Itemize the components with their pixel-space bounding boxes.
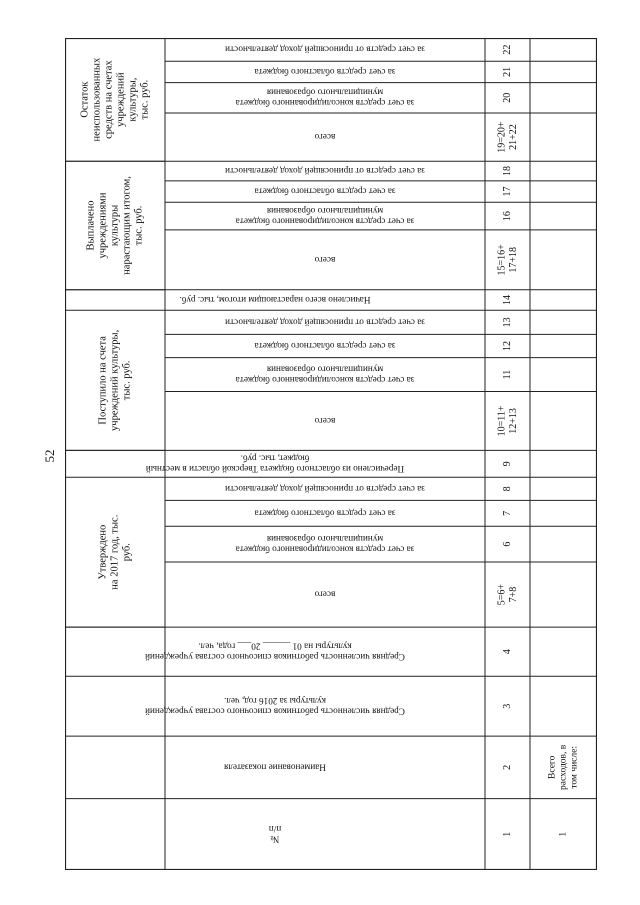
column-header-16-line: за счет средств консолидированного бюджета: [235, 216, 415, 227]
column-header-2-line: Наименование показателя: [224, 762, 326, 773]
group-header-paid-line: тыс. руб.: [133, 205, 145, 246]
column-header-9: [146, 454, 404, 475]
column-header-6-line: муниципального образования: [266, 533, 384, 544]
group-header-remainder-line: тыс. руб.: [139, 79, 151, 120]
column-header-17: [255, 187, 396, 197]
column-number-2: [502, 765, 513, 770]
group-header-received-line: учреждений культуры,: [109, 329, 121, 431]
column-header-8-line: за счет средств от приносящей доход деятельности: [225, 483, 425, 494]
column-number-7: [502, 511, 513, 516]
column-header-10=11+12+13: [314, 416, 335, 426]
column-header-13-line: за счет средств от приносящей доход деятельности: [225, 317, 425, 328]
column-number-15: [496, 244, 519, 276]
column-header-18-line: за счет средств от приносящей доход деятельности: [225, 166, 425, 177]
column-number-13-line: 13: [502, 317, 513, 328]
report-table-grid: [65, 38, 597, 870]
group-header-approved-line: руб.: [121, 543, 133, 562]
column-number-5-line: 5=6+: [496, 583, 508, 606]
column-number-11: [502, 370, 513, 380]
column-header-1: [269, 824, 281, 845]
column-header-3: [145, 696, 405, 717]
column-number-10-line: 12+13: [507, 408, 519, 434]
row-value-2-line: том числе:: [569, 746, 580, 789]
column-header-20-line: за счет средств консолидированного бюджета: [235, 98, 415, 109]
column-header-19=20+21+22: [314, 132, 335, 142]
column-number-17: [502, 187, 513, 197]
column-header-1-line: №: [270, 834, 280, 845]
row-value-1: [559, 832, 569, 837]
column-header-3-line: Средняя численность работников списочного состава учреждений: [145, 706, 405, 717]
column-header-7-line: за счет средств областного бюджета: [254, 508, 396, 519]
column-number-6: [502, 542, 513, 547]
column-header-1-line: п/п: [268, 824, 282, 835]
group-header-approved: [97, 515, 132, 590]
column-number-6-line: 6: [502, 541, 513, 547]
page-number: 52: [42, 449, 57, 463]
column-header-20: [236, 88, 415, 109]
column-number-11-line: 11: [502, 369, 513, 380]
group-header-remainder-line: культуры,: [127, 77, 139, 122]
group-header-approved-line: на 2017 год, тыс.: [109, 514, 121, 590]
column-number-21-line: 21: [502, 66, 513, 77]
column-number-20-line: 20: [502, 92, 513, 103]
column-number-19-line: 19=20+: [496, 121, 508, 153]
column-number-3-line: 3: [502, 703, 513, 709]
column-number-16-line: 16: [502, 211, 513, 222]
column-header-15=16+17+18: [314, 255, 335, 265]
column-number-10-line: 10=11+: [496, 405, 508, 437]
column-header-16-line: муниципального образования: [266, 205, 384, 216]
column-number-17-line: 17: [502, 186, 513, 197]
report-table: [65, 38, 597, 870]
column-number-18: [502, 166, 513, 176]
column-number-8-line: 8: [502, 486, 513, 492]
column-number-21: [502, 67, 513, 77]
column-header-11-line: за счет средств консолидированного бюджета: [235, 374, 415, 385]
column-header-21-line: за счет средств областного бюджета: [254, 66, 396, 77]
column-number-16: [502, 211, 513, 221]
column-number-22: [502, 45, 513, 55]
column-number-1-line: 1: [502, 831, 513, 837]
column-number-15-line: 17+18: [507, 247, 519, 273]
column-header-4-line: культуры на 01 ______ 20___ года, чел.: [198, 641, 352, 652]
row-value-2-line: расходов, в: [558, 744, 569, 790]
column-header-14: [180, 295, 371, 305]
column-number-4: [502, 649, 513, 654]
column-header-20-line: муниципального образования: [266, 87, 384, 98]
column-header-15=16+17+18-line: всего: [314, 254, 336, 265]
column-number-14: [502, 295, 513, 305]
column-number-18-line: 18: [502, 166, 513, 177]
column-number-1: [502, 832, 513, 837]
column-number-20: [502, 93, 513, 103]
group-header-remainder-line: средств на счетах: [103, 60, 115, 139]
column-number-8: [502, 486, 513, 491]
row-value-2-line: Всего: [547, 755, 558, 779]
group-header-remainder-line: Остаток: [79, 81, 91, 118]
column-number-13: [502, 317, 513, 327]
column-header-16: [236, 206, 415, 227]
column-number-5-line: 7+8: [507, 586, 519, 603]
column-number-12: [502, 341, 513, 351]
column-number-19-line: 21+22: [507, 124, 519, 150]
group-header-paid-line: нарастающим итогом,: [121, 176, 133, 275]
column-number-10: [496, 405, 519, 436]
column-header-4-line: Средняя численность работников списочного состава учреждений: [145, 652, 405, 663]
column-number-9-line: 9: [502, 461, 513, 467]
column-header-4: [145, 641, 405, 662]
column-number-4-line: 4: [502, 649, 513, 655]
column-number-14-line: 14: [502, 295, 513, 306]
column-number-22-line: 22: [502, 44, 513, 55]
group-header-received-line: тыс. руб.: [121, 360, 133, 401]
column-number-7-line: 7: [502, 510, 513, 516]
group-header-remainder-line: неиспользованных: [91, 57, 103, 142]
column-header-21: [255, 67, 396, 77]
group-header-received-line: Поступило на счета: [97, 336, 109, 425]
column-header-8: [225, 484, 425, 494]
group-header-remainder-line: учреждений: [115, 72, 127, 127]
group-header-received: [97, 330, 132, 431]
column-number-2-line: 2: [502, 764, 513, 770]
row-value-1-line: 1: [558, 831, 569, 837]
column-number-9: [502, 461, 513, 466]
column-header-2: [223, 762, 326, 772]
column-header-6-line: за счет средств консолидированного бюджета: [235, 544, 415, 555]
column-header-11: [236, 364, 415, 385]
column-header-17-line: за счет средств областного бюджета: [254, 186, 396, 197]
table-border: [66, 39, 597, 870]
row-value-2: [548, 744, 580, 790]
column-header-22: [225, 45, 425, 55]
column-header-3-line: культуры за 2016 год, чел.: [224, 695, 326, 706]
column-header-12: [255, 341, 396, 351]
column-header-13: [225, 317, 425, 327]
column-header-18: [225, 166, 425, 176]
column-header-22-line: за счет средств от приносящей доход деятельности: [225, 44, 425, 55]
group-header-approved-line: Утверждено: [97, 524, 109, 580]
column-header-5=6+7+8-line: всего: [314, 589, 336, 600]
column-header-9-line: бюджет, тыс. руб.: [240, 453, 310, 464]
column-header-10=11+12+13-line: всего: [314, 415, 336, 426]
group-header-paid: [85, 176, 144, 275]
column-number-15-line: 15=16+: [496, 244, 508, 276]
column-number-5: [496, 584, 519, 606]
group-header-paid-line: культуры: [109, 204, 121, 247]
column-header-19=20+21+22-line: всего: [314, 132, 336, 143]
column-header-9-line: Перечислено из областного бюджета Тверской области в местный: [145, 464, 405, 475]
column-number-3: [502, 704, 513, 709]
column-header-5=6+7+8: [314, 590, 335, 600]
group-header-paid-line: Выплачено: [85, 200, 97, 251]
column-header-7: [255, 508, 396, 518]
column-number-19: [496, 121, 519, 153]
column-header-6: [236, 534, 415, 555]
group-header-remainder: [79, 57, 150, 141]
column-header-12-line: за счет средств областного бюджета: [254, 340, 396, 351]
column-header-14-line: Начислено всего нарастающим итогом, тыс. руб.: [179, 295, 371, 306]
group-header-paid-line: учреждениями: [97, 192, 109, 259]
column-header-11-line: муниципального образования: [266, 364, 384, 375]
column-number-12-line: 12: [502, 340, 513, 351]
